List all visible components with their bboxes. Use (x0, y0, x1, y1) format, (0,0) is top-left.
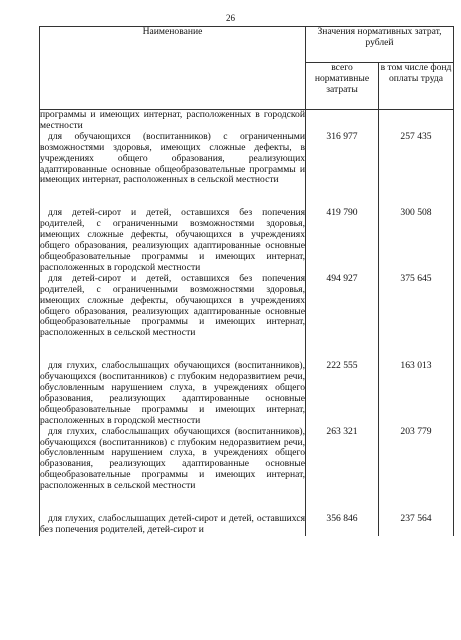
row-payroll: 163 013 (379, 361, 454, 426)
header-total: всего нормативные затраты (306, 63, 379, 110)
table-row (40, 274, 454, 361)
table-row (40, 110, 454, 132)
row-description: для глухих, слабослышащих детей-сирот и детей, оставшихся без попечения родителей, детей-сирот и (40, 513, 305, 535)
table-row (40, 132, 454, 209)
row-description: для детей-сирот и детей, оставшихся без попечения родителей, с ограниченными возможностями здоровья, имеющих сложные дефекты, обучающихся в учреждениях общего образования, реализующих адаптированные основные общеобразовательные программы и имеющих интернат, расположенных в городской местности (40, 207, 305, 273)
row-payroll: 300 508 (379, 208, 454, 273)
row-total (306, 110, 379, 132)
row-total: 222 555 (306, 361, 379, 426)
row-description: для детей-сирот и детей, оставшихся без попечения родителей, с ограниченными возможностями здоровья, имеющих сложные дефекты, обучающихся в учреждениях общего образования, реализующих адаптированные основные общеобразовательные программы и имеющих интернат, расположенных в сельской местности (40, 272, 305, 339)
table-row (40, 514, 454, 536)
row-payroll: 375 645 (379, 274, 454, 361)
page-number: 26 (226, 13, 235, 23)
row-description: для обучающихся (воспитанников) с ограниченными возможностями здоровья, имеющих сложные дефекты, в учреждениях общего образования, реализующих адаптированные основные общеобразовательные программы и имеющих интернат, расположенных в сельской местности (40, 130, 305, 186)
header-costs-group: Значения нормативных затрат, рублей (306, 27, 454, 63)
row-total: 263 321 (306, 427, 379, 514)
norm-costs-table (39, 26, 454, 536)
row-payroll: 257 435 (379, 132, 454, 209)
table-row (40, 208, 454, 273)
row-total: 419 790 (306, 208, 379, 273)
row-payroll (379, 110, 454, 132)
row-description: программы и имеющих интернат, расположенных в городской местности (40, 109, 305, 131)
row-total: 316 977 (306, 132, 379, 209)
row-description: для глухих, слабослышащих обучающихся (воспитанников), обучающихся (воспитанников) с глубоким недоразвитием речи, обусловленным нарушением слуха, в учреждениях общего образования, реализующих адаптированные основные общеобразовательные программы и имеющих интернат, расположенных в сельской местности (40, 425, 305, 492)
table-row (40, 361, 454, 426)
header-payroll: в том числе фонд оплаты труда (379, 63, 454, 110)
row-total: 494 927 (306, 274, 379, 361)
row-payroll: 203 779 (379, 427, 454, 514)
table-row (40, 427, 454, 514)
row-description: для глухих, слабослышащих обучающихся (воспитанников), обучающихся (воспитанников) с глубоким недоразвитием речи, обусловленным нарушением слуха, в учреждениях общего образования, реализующих адаптированные основные общеобразовательные программы и имеющих интернат, расположенных в городской местности (40, 360, 305, 426)
row-total: 356 846 (306, 514, 379, 536)
header-name: Наименование (40, 27, 306, 110)
row-payroll: 237 564 (379, 514, 454, 536)
